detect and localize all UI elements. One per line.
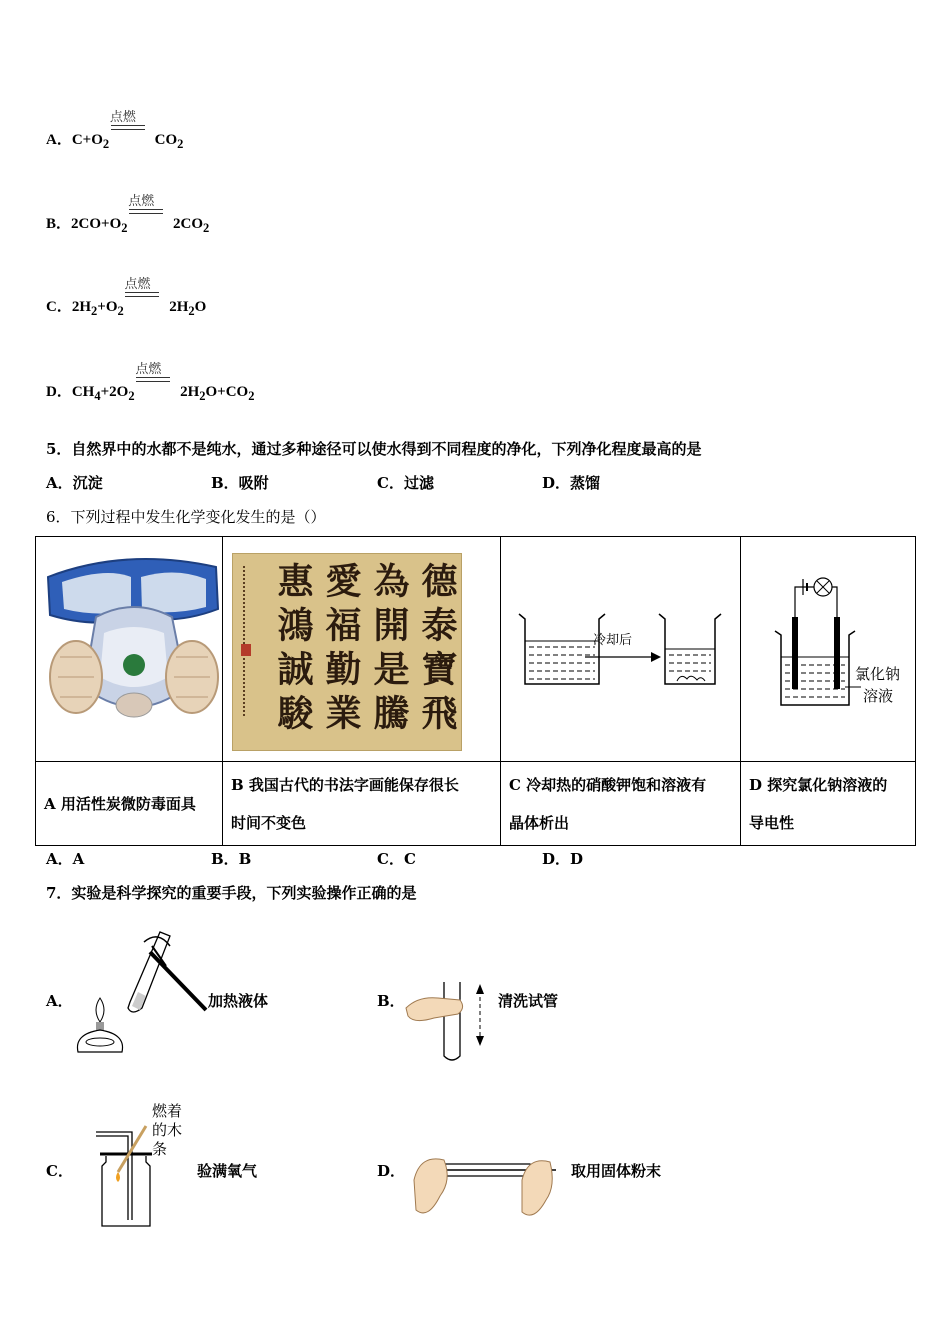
q7-option-a-letter[interactable]: A． [46, 992, 73, 1010]
caption-d: D 探究氯化钠溶液的 导电性 [741, 762, 916, 846]
conductivity-diagram [741, 537, 916, 762]
calligraphy-col-3: 為開是騰 [368, 562, 410, 738]
q7-option-a-label: 加热液体 [208, 992, 269, 1010]
q4-option-b: B．$2CO+O_2$ 点燃 $2CO_2$ [46, 193, 210, 235]
q7-option-b-label: 清洗试管 [498, 992, 559, 1010]
q5-stem: 5．自然界中的水都不是纯水，通过多种途径可以使水得到不同程度的净化，下列净化程度最高的是 [46, 440, 702, 458]
cooling-diagram [501, 537, 741, 762]
cooling-label: 冷却后 [593, 633, 633, 648]
q6-option-a[interactable]: A．A [46, 850, 85, 868]
q4-option-d: D．$CH_4+2O_2$ 点燃 $2H_2O+CO_2$ [46, 361, 255, 403]
caption-c: C 冷却热的硝酸钾饱和溶液有 晶体析出 [501, 762, 741, 846]
washing-tube-diagram [404, 980, 494, 1066]
nacl-label [855, 663, 900, 707]
caption-a: A 用活性炭微防毒面具 [36, 762, 223, 846]
q7-option-c-label: 验满氧气 [197, 1162, 258, 1180]
q6-option-c[interactable]: C．C [377, 850, 416, 868]
seal-stamp [241, 644, 251, 656]
q5-option-c[interactable]: C．过滤 [377, 474, 434, 492]
q5-option-d[interactable]: D．蒸馏 [542, 474, 601, 492]
q7-option-b-letter[interactable]: B． [377, 992, 405, 1010]
nacl-label-line2: 溶液 [863, 687, 894, 705]
q7-option-d-letter[interactable]: D． [377, 1162, 406, 1180]
calligraphy-col-2: 愛福勤業 [320, 562, 362, 738]
calligraphy-col-4: 德泰寶飛 [416, 562, 458, 738]
q5-option-a[interactable]: A．沉淀 [46, 474, 103, 492]
q4-option-a: A．$C+O_2$ 点燃 $CO_2$ [46, 109, 184, 151]
gas-mask-image [36, 537, 223, 762]
q5-option-b[interactable]: B．吸附 [211, 474, 269, 492]
q4-option-c: C．$2H_2+O_2$ 点燃 $2H_2O$ [46, 276, 207, 318]
calligraphy-image [223, 537, 501, 762]
heating-liquid-diagram [70, 922, 210, 1064]
q6-table [35, 536, 916, 846]
oxygen-test-diagram [92, 1122, 158, 1230]
q7-option-d-label: 取用固体粉末 [571, 1162, 662, 1180]
nacl-label-line1: 氯化钠 [855, 665, 901, 683]
q7-stem: 7．实验是科学探究的重要手段，下列实验操作正确的是 [46, 884, 417, 902]
q6-option-b[interactable]: B．B [211, 850, 252, 868]
q6-stem: 6．下列过程中发生化学变化发生的是（） [46, 508, 326, 526]
q6-option-d[interactable]: D．D [542, 850, 584, 868]
wood-splint-label: 燃着 的木 条 [152, 1102, 183, 1158]
powder-transfer-diagram [410, 1150, 560, 1226]
calligraphy-inscription [238, 566, 252, 716]
calligraphy-col-1: 惠鴻誠駿 [272, 562, 314, 738]
q7-option-c-letter[interactable]: C． [46, 1162, 73, 1180]
caption-b: B 我国古代的书法字画能保存很长 时间不变色 [223, 762, 501, 846]
